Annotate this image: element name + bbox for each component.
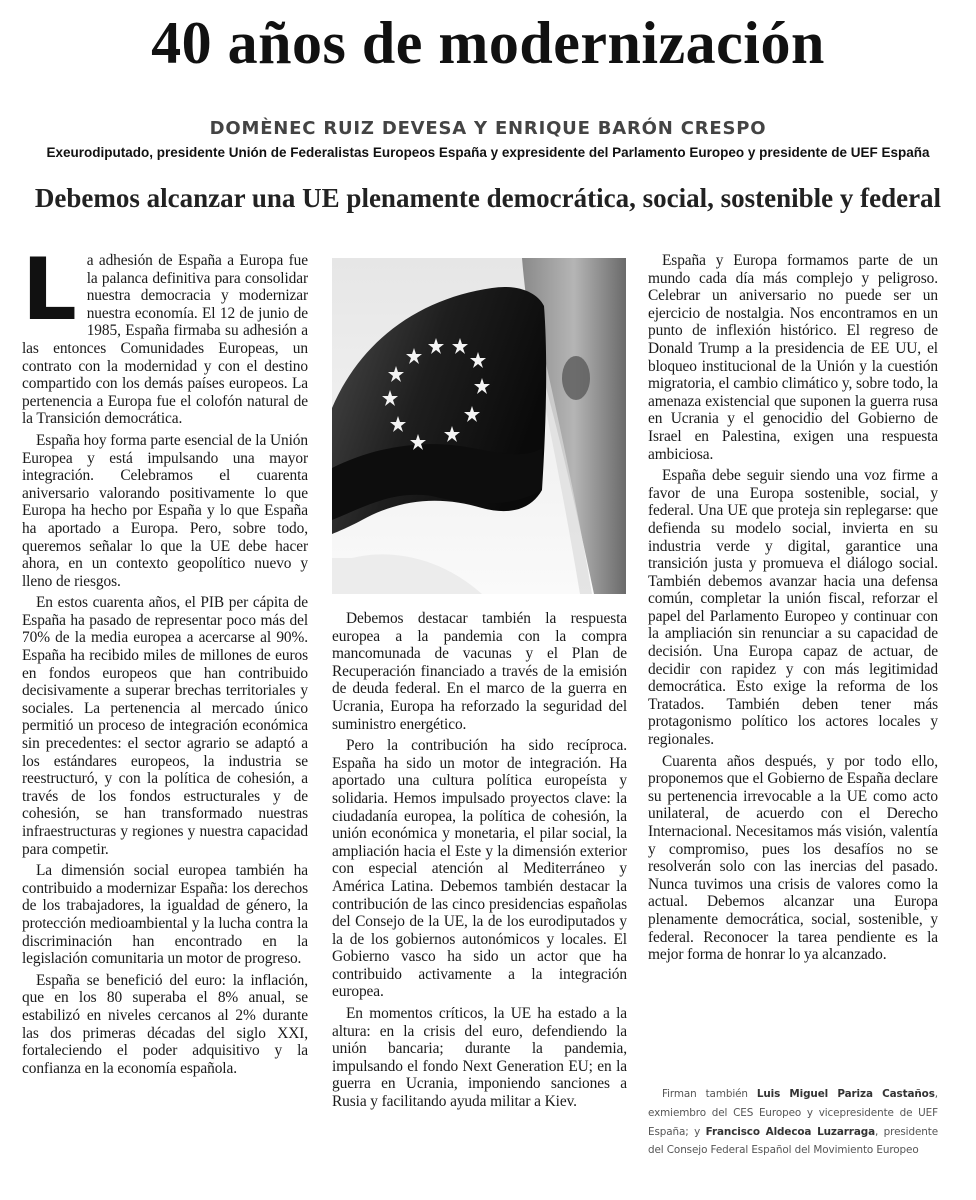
- eu-and-spain-flags-image: [332, 258, 626, 594]
- paragraph: España debe seguir siendo una voz firme a favor de una Europa sostenible, social, y federal. Una UE que proteja sin replegarse: que defienda su modelo social, invierta en su industria verde y digital, garantice una transición justa y promueva el diálogo social. También debemos avanzar hacia una defensa común, completar la unión fiscal, reforzar el papel del Parlamento Europeo y continuar con la ampliación sin renunciar a su capacidad de decisión. Una Europa capaz de actuar, de decidir con rapidez y con más legitimidad democrática. Esto exige la reforma de los Tratados. También deben tener más protagonismo político los actores locales y regionales.: [648, 467, 938, 749]
- co-signers-note: [648, 1085, 938, 1160]
- paragraph: [22, 240, 308, 428]
- paragraph: Cuarenta años después, y por todo ello, proponemos que el Gobierno de España declare su pertenencia irrevocable a la UE como acto unilateral, de acuerdo con el Derecho Internacional. Necesitamos más visión, valentía y compromiso, pues los desafíos no se resolverán solo con las inercias del pasado. Nunca tuvimos una crisis de valores como la actual. Debemos alcanzar una Europa plenamente democrática, social, sostenible, y federal. Reconocer la tarea pendiente es la mejor forma de honrar lo ya alcanzado.: [648, 752, 938, 964]
- article-column-2: [332, 610, 627, 1115]
- paragraph: Pero la contribución ha sido recíproca. España ha sido un motor de integración. Ha aportado una cultura política europeísta y solidaria. Hemos impulsado proyectos clave: la ciudadanía europea, la política de cohesión, la unión económica y monetaria, el pilar social, la ampliación hacia el Este y la dimensión exterior con especial atención al Mediterráneo y América Latina. Debemos también destacar la contribución de las cinco presidencias españolas del Consejo de la UE, la de los eurodiputados y la de los gobiernos autonómicos y locales. El Gobierno vasco ha sido un actor que ha contribuido activamente a la integración europea.: [332, 737, 627, 1001]
- article-column-1: [22, 240, 308, 1081]
- co-signer-name: Luis Miguel Pariza Castaños: [756, 1088, 935, 1100]
- paragraph: En momentos críticos, la UE ha estado a la altura: en la crisis del euro, defendiendo la unión bancaria; durante la pandemia, impulsando el fondo Next Generation EU; en la guerra en Ucrania, imponiendo sanciones a Rusia y facilitando ayuda militar a Kiev.: [332, 1005, 627, 1111]
- flags-photo: [332, 258, 626, 594]
- paragraph-text: a adhesión de España a Europa fue la palanca definitiva para consolidar nuestra democracia y modernizar nuestra economía. El 12 de junio de 1985, España firmaba su adhesión a las entonces Comunidades Europeas, un contrato con la modernidad y con el destino compartido con los demás países europeos. La pertenencia a Europa fue el colofón natural de la Transición democrática.: [22, 252, 308, 428]
- paragraph: Debemos destacar también la respuesta europea a la pandemia con la compra mancomunada de vacunas y el Plan de Recuperación financiado a través de la emisión de deuda federal. En el marco de la guerra en Ucrania, Europa ha reforzado la seguridad del suministro energético.: [332, 610, 627, 733]
- byline-authors: DOMÈNEC RUIZ DEVESA Y ENRIQUE BARÓN CRESPO: [209, 118, 767, 139]
- paragraph: España se benefició del euro: la inflación, que en los 80 superaba el 8% anual, se estabilizó en niveles cercanos al 2% durante las dos primeras décadas del siglo XXI, fortaleciendo el poder adquisitivo y la confianza en la economía española.: [22, 971, 308, 1077]
- credit-intro: Firman también: [662, 1088, 748, 1100]
- paragraph: España hoy forma parte esencial de la Unión Europea y está impulsando una mayor integración. Celebramos el cuarenta aniversario valorando positivamente lo que Europa ha hecho por España y lo que España ha aportado a Europa. Pero, sobre todo, queremos señalar lo que la UE debe hacer ahora, en un contexto geopolítico nuevo y lleno de riesgos.: [22, 431, 308, 590]
- paragraph: La dimensión social europea también ha contribuido a modernizar España: los derechos de los trabajadores, la igualdad de género, la protección medioambiental y la lucha contra la discriminación han encontrado en la legislación comunitaria un motor de progreso.: [22, 862, 308, 968]
- subheadline: Debemos alcanzar una UE plenamente democrática, social, sostenible y federal: [34, 183, 942, 213]
- co-signer-name: Francisco Aldecoa Luzarraga: [705, 1125, 875, 1138]
- co-signer-role: , exmiembro del CES Europeo y vicepresidente de UEF España; y: [648, 1088, 938, 1138]
- drop-cap: L: [22, 240, 77, 340]
- byline-roles: Exeurodiputado, presidente Unión de Federalistas Europeos España y expresidente del Parlamento Europeo y presidente de UEF España: [46, 145, 930, 160]
- co-signer-role: , presidente del Consejo Federal Español del Movimiento Europeo: [648, 1125, 938, 1157]
- article-column-3: [648, 252, 938, 968]
- paragraph: En estos cuarenta años, el PIB per cápita de España ha pasado de representar poco más del 70% de la media europea a acercarse al 90%. España ha recibido miles de millones de euros en fondos europeos que han contribuido decisivamente a superar brechas territoriales y sociales. La pertenencia al mercado único permitió un proceso de integración económica sin precedentes: el sector agrario se adaptó a los estándares europeos, la industria se reestructuró, y con la política de cohesión, a través de los fondos estructurales y de cohesión, se han transformado nuestras infraestructuras y regiones y nuestra capacidad para competir.: [22, 594, 308, 858]
- paragraph: España y Europa formamos parte de un mundo cada día más complejo y peligroso. Celebrar un aniversario no puede ser un ejercicio de nostalgia. Nos encontramos en un punto de inflexión histórico. El regreso de Donald Trump a la presidencia de EE UU, el bloqueo institucional de la Unión y la cuestión migratoria, el cambio climático y, sobre todo, la amenaza existencial que suponen la guerra rusa en Ucrania y el genocidio del Gobierno de Israel en Palestina, exigen una respuesta ambiciosa.: [648, 252, 938, 463]
- headline: 40 años de modernización: [151, 10, 825, 76]
